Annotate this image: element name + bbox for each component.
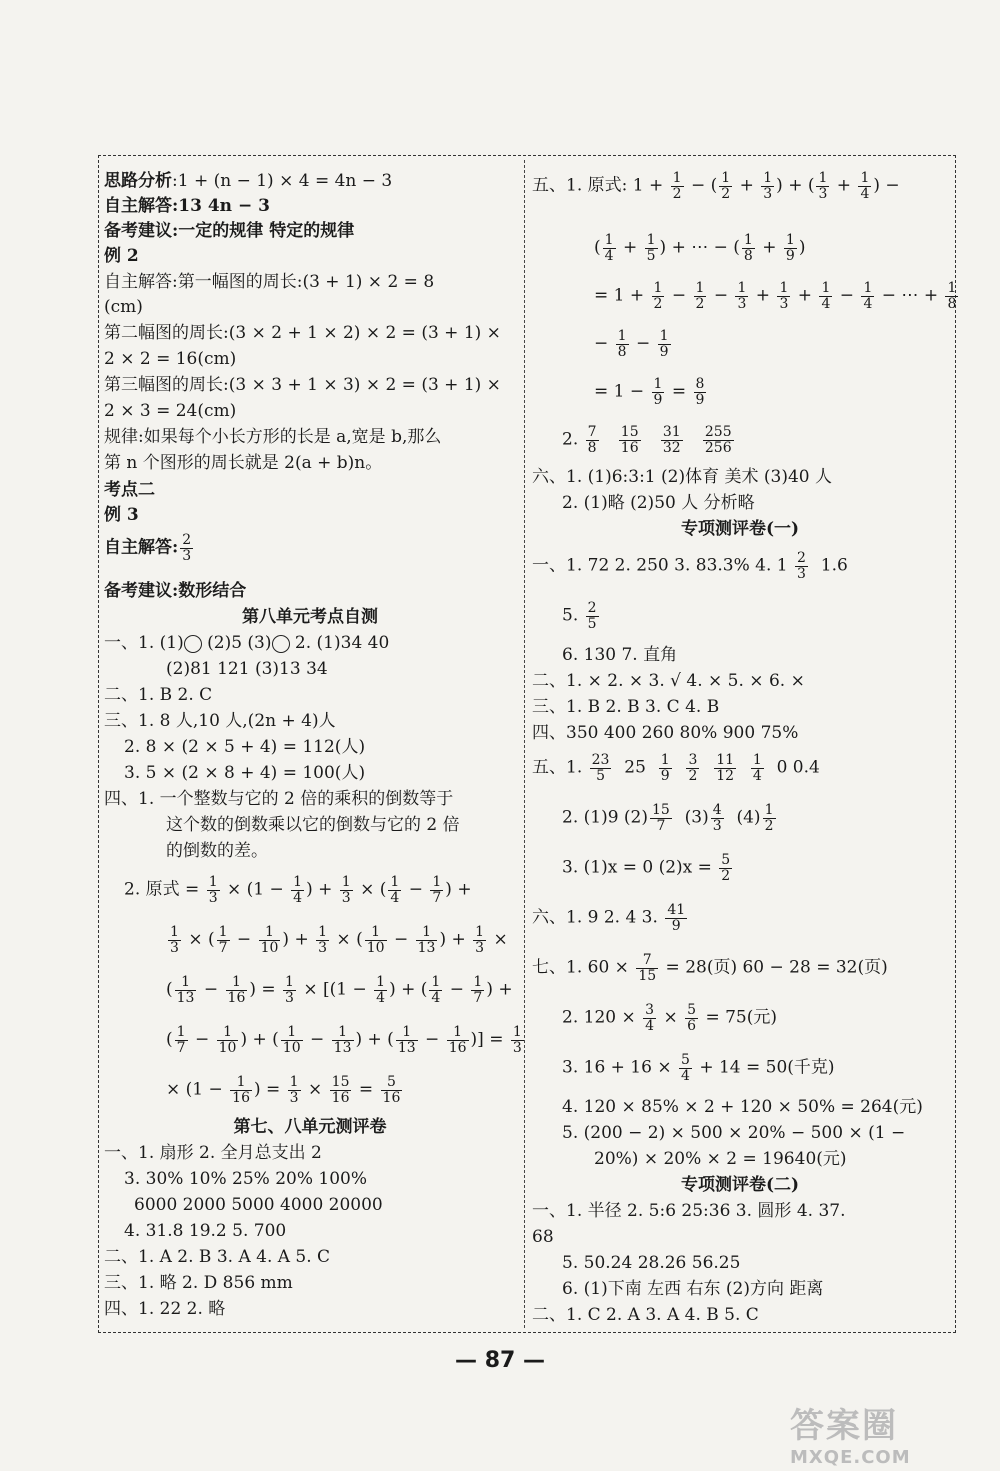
formula-line: 3. (1)x = 0 (2)x = $\frac{5}{2}$ <box>562 852 731 884</box>
text-line: 2 × 2 = 16(cm) <box>104 349 237 369</box>
formula-line: = 1 + $\frac{1}{2}$ − $\frac{1}{2}$ − $\frac{1}{3}$ + $\frac{1}{3}$ + $\frac{1}{4}$ − $\frac{1}{4}$ − ⋯ + $\frac{1}{8}$ <box>594 280 957 312</box>
text-line: 6. (1)下南 左西 右东 (2)方向 距离 <box>562 1279 824 1299</box>
text-line: 一、1. 半径 2. 5:6 25:36 3. 圆形 4. 37. <box>532 1201 846 1221</box>
watermark-logo: 答案圈 <box>790 1406 898 1446</box>
formula-line: 2. (1)9 (2) $\frac{15}{7}$ (3) $\frac{4}{3}$ (4) $\frac{1}{2}$ <box>562 802 774 834</box>
text-line: 二、1. × 2. × 3. √ 4. × 5. × 6. × <box>532 671 805 691</box>
text-line: 3. 30% 10% 25% 20% 100% <box>124 1169 367 1189</box>
formula-line: 五、1. $\frac{23}{5}$ 25 $\frac{1}{9}$ $\frac{3}{2}$ $\frac{11}{12}$ $\frac{1}{4}$ 0 0.4 <box>532 752 820 784</box>
text-line: 一、1. (1) (2)5 (3) 2. (1)34 40 <box>104 633 390 653</box>
text-line: 四、350 400 260 80% 900 75% <box>532 723 799 743</box>
formula-line: 七、1. 60 × $\frac{7}{15}$ = 28(页) 60 − 28 = 32(页) <box>532 952 888 984</box>
formula-line: 2. $\frac{7}{8}$ $\frac{15}{16}$ $\frac{31}{32}$ $\frac{255}{256}$ <box>562 424 732 456</box>
text-line: 备考建议:数形结合 <box>104 581 247 601</box>
text-line: 5. 50.24 28.26 56.25 <box>562 1253 741 1273</box>
text-line: 4. 31.8 19.2 5. 700 <box>124 1221 287 1241</box>
text-line: 68 <box>532 1227 554 1247</box>
watermark-url: MXQE.COM <box>790 1447 911 1468</box>
text-line: 六、1. (1)6:3:1 (2)体育 美术 (3)40 人 <box>532 467 833 487</box>
text-line: (2)81 121 (3)13 34 <box>166 659 328 679</box>
text-line: 2. 8 × (2 × 5 + 4) = 112(人) <box>124 737 366 757</box>
text-line: 二、1. C 2. A 3. A 4. B 5. C <box>532 1305 759 1325</box>
text-line: 四、1. 一个整数与它的 2 倍的乘积的倒数等于 <box>104 789 454 809</box>
formula-line: 2. 120 × $\frac{3}{4}$ × $\frac{5}{6}$ = 75(元) <box>562 1002 777 1034</box>
formula-line: × (1 − $\frac{1}{16}$ ) = $\frac{1}{3}$ × $\frac{15}{16}$ = $\frac{5}{16}$ <box>166 1074 401 1106</box>
formula-line: ( $\frac{1}{7}$ − $\frac{1}{10}$ ) + ( $\frac{1}{10}$ − $\frac{1}{13}$ ) + ( $\frac{1}{13}$ − $\frac{1}{16}$ )] = $\frac{1}{3}$ <box>166 1024 522 1056</box>
text-line: 的倒数的差。 <box>166 841 268 861</box>
text-line: 5. (200 − 2) × 500 × 20% − 500 × (1 − <box>562 1123 906 1143</box>
text-line: 备考建议:一定的规律 特定的规律 <box>104 221 355 241</box>
text-line: 4. 120 × 85% × 2 + 120 × 50% = 264(元) <box>562 1097 923 1117</box>
text-line: 2. (1)略 (2)50 人 分析略 <box>562 493 755 513</box>
formula-line: 2. 原式 = $\frac{1}{3}$ × (1 − $\frac{1}{4}$ ) + $\frac{1}{3}$ × ( $\frac{1}{4}$ − $\frac{1}{7}$ ) + <box>124 874 472 906</box>
section-heading: 第八单元考点自测 <box>242 607 378 627</box>
example-label: 例 3 <box>104 505 139 525</box>
formula-line: 3. 16 + 16 × $\frac{5}{4}$ + 14 = 50(千克) <box>562 1052 835 1084</box>
sad-face-icon <box>272 635 290 653</box>
column-divider <box>524 160 525 1328</box>
text-line: 三、1. 8 人,10 人,(2n + 4)人 <box>104 711 336 731</box>
text-line: 三、1. B 2. B 3. C 4. B <box>532 697 720 717</box>
formula-line: = 1 − $\frac{1}{9}$ = $\frac{8}{9}$ <box>594 376 705 408</box>
text-line: 6000 2000 5000 4000 20000 <box>134 1195 383 1215</box>
text-line: (cm) <box>104 297 143 317</box>
section-heading: 专项测评卷(二) <box>680 1175 800 1195</box>
formula-line: 六、1. 9 2. 4 3. $\frac{41}{9}$ <box>532 902 686 934</box>
smiley-icon <box>184 635 202 653</box>
section-label: 考点二 <box>104 480 155 500</box>
formula-line: ( $\frac{1}{4}$ + $\frac{1}{5}$ ) + ⋯ − ( $\frac{1}{8}$ + $\frac{1}{9}$ ) <box>594 232 806 264</box>
text-line: 第二幅图的周长:(3 × 2 + 1 × 2) × 2 = (3 + 1) × <box>104 323 501 343</box>
text-line: 思路分析:1 + (n − 1) × 4 = 4n − 3 <box>104 171 393 191</box>
formula-line: ( $\frac{1}{13}$ − $\frac{1}{16}$ ) = $\frac{1}{3}$ × [(1 − $\frac{1}{4}$ ) + ( $\frac{1}{4}$ − $\frac{1}{7}$ ) + <box>166 974 513 1006</box>
text-line: 这个数的倒数乘以它的倒数与它的 2 倍 <box>166 815 460 835</box>
text-line: 规律:如果每个小长方形的长是 a,宽是 b,那么 <box>104 427 442 447</box>
page-number: — 87 — <box>455 1348 545 1373</box>
watermark <box>790 1398 990 1468</box>
text-line: 二、1. A 2. B 3. A 4. A 5. C <box>104 1247 331 1267</box>
formula-line: 5. $\frac{2}{5}$ <box>562 600 597 632</box>
formula-line: $\frac{1}{3}$ × ( $\frac{1}{7}$ − $\frac{1}{10}$ ) + $\frac{1}{3}$ × ( $\frac{1}{10}$ − $\frac{1}{13}$ ) + $\frac{1}{3}$ × <box>170 924 508 956</box>
text-line: 二、1. B 2. C <box>104 685 213 705</box>
section-heading: 第七、八单元测评卷 <box>233 1117 387 1137</box>
text-line: 自主解答:第一幅图的周长:(3 + 1) × 2 = 8 <box>104 272 435 292</box>
example-label: 例 2 <box>104 246 139 266</box>
text-line: 6. 130 7. 直角 <box>562 645 678 665</box>
text-line: 3. 5 × (2 × 8 + 4) = 100(人) <box>124 763 366 783</box>
text-line: 2 × 3 = 24(cm) <box>104 401 237 421</box>
section-heading: 专项测评卷(一) <box>680 519 800 539</box>
text-line: 20%) × 20% × 2 = 19640(元) <box>594 1149 847 1169</box>
text-line: 四、1. 22 2. 略 <box>104 1299 226 1319</box>
text-line: 第三幅图的周长:(3 × 3 + 1 × 3) × 2 = (3 + 1) × <box>104 375 501 395</box>
formula-line: 五、1. 原式: 1 + $\frac{1}{2}$ − ( $\frac{1}{2}$ + $\frac{1}{3}$ ) + ( $\frac{1}{3}$ + $\frac{1}{4}$ ) − <box>532 170 900 202</box>
text-line: 三、1. 略 2. D 856 mm <box>104 1273 293 1293</box>
text-line: 自主解答: $\frac{2}{3}$ <box>104 532 192 564</box>
text-line: 一、1. 扇形 2. 全月总支出 2 <box>104 1143 322 1163</box>
formula-line: − $\frac{1}{8}$ − $\frac{1}{9}$ <box>594 328 669 360</box>
text-line: 自主解答:13 4n − 3 <box>104 196 270 216</box>
text-line: 第 n 个图形的周长就是 2(a + b)n。 <box>104 453 383 473</box>
formula-line: 一、1. 72 2. 250 3. 83.3% 4. 1 $\frac{2}{3}$ 1.6 <box>532 550 848 582</box>
